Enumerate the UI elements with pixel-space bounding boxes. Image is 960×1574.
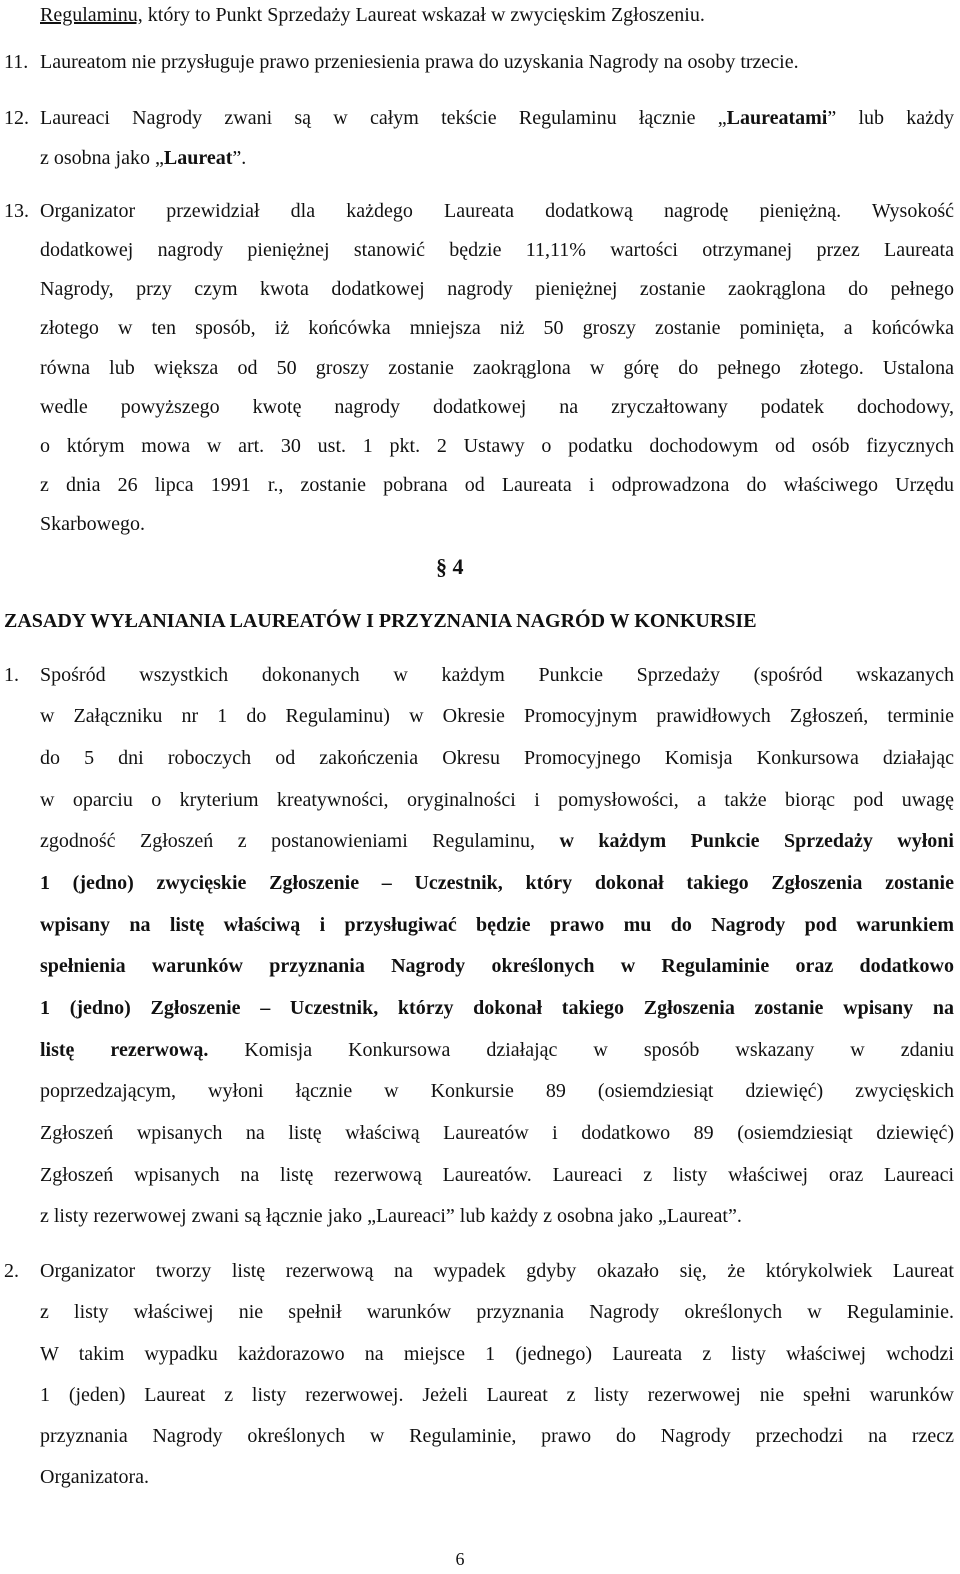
text-line: 1 (jeden) Laureat z listy rezerwowej. Jeżeli Laureat z listy rezerwowej nie spełni warunków — [40, 1384, 954, 1406]
text-line: zgodność Zgłoszeń z postanowieniami Regulaminu, w każdym Punkcie Sprzedaży wyłoni — [40, 830, 954, 852]
section-number: § 4 — [436, 554, 464, 579]
text-line: z listy rezerwowej zwani są łącznie jako „Laureaci” lub każdy z osobna jako „Laureat”. — [40, 1205, 742, 1227]
item-number: 1. — [4, 664, 19, 686]
text-line: w oparciu o kryterium kreatywności, oryginalności i pomysłowości, a także biorąc pod uwagę — [40, 789, 954, 811]
text-line: Laureaci Nagrody zwani są w całym tekście Regulaminu łącznie „Laureatami” lub każdy — [40, 107, 954, 129]
text-line: Organizator tworzy listę rezerwową na wypadek gdyby okazało się, że którykolwiek Laureat — [40, 1260, 954, 1282]
item-number: 13. — [4, 200, 29, 222]
text-line: poprzedzającym, wyłoni łącznie w Konkursie 89 (osiemdziesiąt dziewięć) zwycięskich — [40, 1080, 954, 1102]
text-line: listę rezerwową. Komisja Konkursowa działając w sposób wskazany w zdaniu — [40, 1039, 954, 1061]
text-line: równa lub większa od 50 groszy zostanie zaokrąglona w górę do pełnego złotego. Ustalona — [40, 357, 954, 379]
text-line: Organizatora. — [40, 1466, 150, 1488]
text-line: W takim wypadku każdorazowo na miejsce 1 (jednego) Laureata z listy właściwej wchodzi — [40, 1343, 954, 1365]
section-title: ZASADY WYŁANIANIA LAUREATÓW I PRZYZNANIA NAGRÓD W KONKURSIE — [4, 610, 757, 632]
text-line: 1 (jedno) zwycięskie Zgłoszenie – Uczestnik, który dokonał takiego Zgłoszenia zostanie — [40, 872, 954, 894]
text-line: Spośród wszystkich dokonanych w każdym Punkcie Sprzedaży (spośród wskazanych — [40, 664, 954, 686]
text-line: Zgłoszeń wpisanych na listę rezerwową Laureatów. Laureaci z listy właściwej oraz Laureaci — [40, 1164, 954, 1186]
text-line: Skarbowego. — [40, 513, 145, 535]
item-number: 11. — [4, 51, 29, 73]
item-number: 2. — [4, 1260, 19, 1282]
item-number: 12. — [4, 107, 29, 129]
text-line: Zgłoszeń wpisanych na listę właściwą Laureatów i dodatkowo 89 (osiemdziesiąt dziewięć) — [40, 1122, 954, 1144]
text-line: z osobna jako „Laureat”. — [40, 147, 247, 169]
text-line: w Załączniku nr 1 do Regulaminu) w Okresie Promocyjnym prawidłowych Zgłoszeń, terminie — [40, 705, 954, 727]
page-number: 6 — [455, 1549, 465, 1569]
text-line: 1 (jedno) Zgłoszenie – Uczestnik, którzy dokonał takiego Zgłoszenia zostanie wpisany na — [40, 997, 954, 1019]
text-line: z dnia 26 lipca 1991 r., zostanie pobrana od Laureata i odprowadzona do właściwego Urzędu — [40, 474, 954, 496]
text-line: o którym mowa w art. 30 ust. 1 pkt. 2 Ustawy o podatku dochodowym od osób fizycznych — [40, 435, 954, 457]
underlined-word: Regulaminu, — [40, 4, 143, 26]
text-line: wedle powyższego kwotę nagrody dodatkowej na zryczałtowany podatek dochodowy, — [40, 396, 954, 418]
text-line: spełnienia warunków przyznania Nagrody określonych w Regulaminie oraz dodatkowo — [40, 955, 954, 977]
text-line: wpisany na listę właściwą i przysługiwać będzie prawo mu do Nagrody pod warunkiem — [40, 914, 954, 936]
text-line: złotego w ten sposób, iż końcówka mniejsza niż 50 groszy zostanie pominięta, a końcówka — [40, 317, 954, 339]
text-line: dodatkowej nagrody pieniężnej stanowić będzie 11,11% wartości otrzymanej przez Laureata — [40, 239, 954, 261]
text-line: z listy właściwej nie spełnił warunków przyznania Nagrody określonych w Regulaminie. — [40, 1301, 954, 1323]
text-line: do 5 dni roboczych od zakończenia Okresu Promocyjnego Komisja Konkursowa działając — [40, 747, 954, 769]
text-line: Regulaminu, który to Punkt Sprzedaży Laureat wskazał w zwycięskim Zgłoszeniu. — [40, 4, 705, 26]
text-line: Nagrody, przy czym kwota dodatkowej nagrody pieniężnej zostanie zaokrąglona do pełnego — [40, 278, 954, 300]
text-line: przyznania Nagrody określonych w Regulaminie, prawo do Nagrody przechodzi na rzecz — [40, 1425, 954, 1447]
text-line: Laureatom nie przysługuje prawo przeniesienia prawa do uzyskania Nagrody na osoby trzecie. — [40, 51, 799, 73]
text-line: Organizator przewidział dla każdego Laureata dodatkową nagrodę pieniężną. Wysokość — [40, 200, 954, 222]
